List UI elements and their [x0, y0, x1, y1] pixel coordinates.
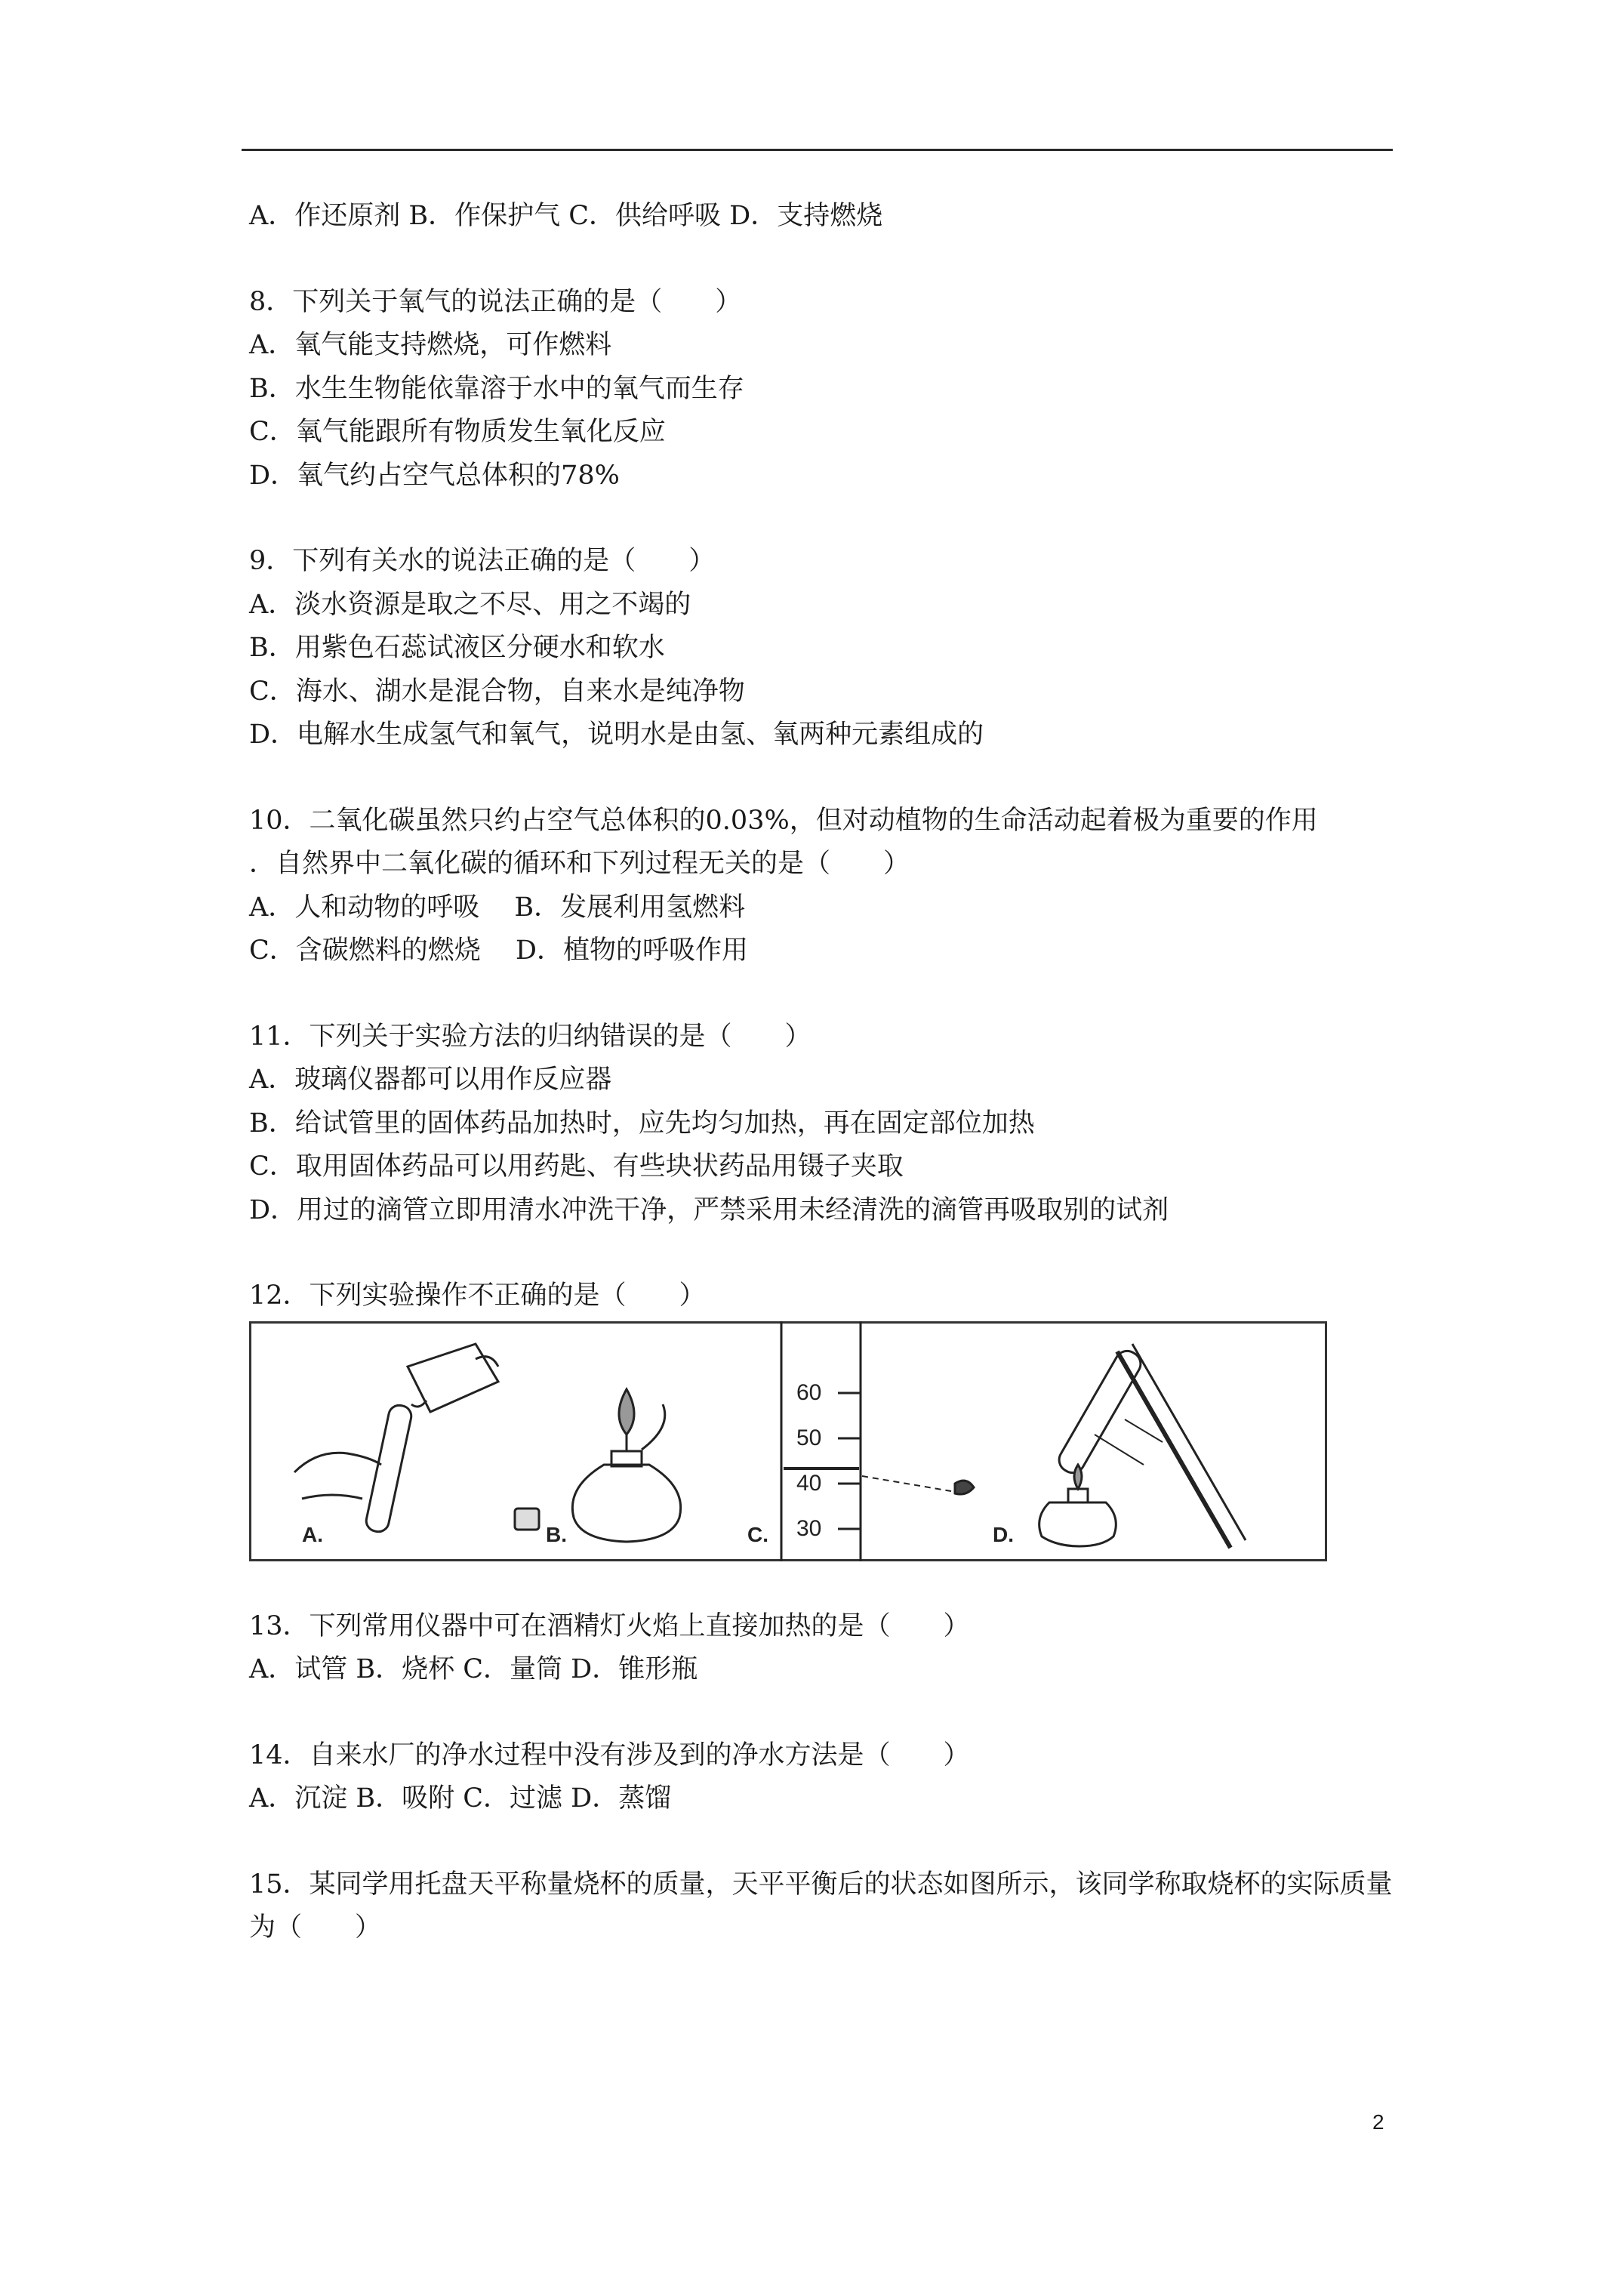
scale-tick-40: 40 — [796, 1470, 822, 1496]
q10-options-line2: C．含碳燃料的燃烧 D．植物的呼吸作用 — [249, 935, 748, 966]
q9-option-c: C．海水、湖水是混合物，自来水是纯净物 — [249, 676, 745, 707]
question-9 — [249, 540, 1397, 757]
question-8 — [249, 281, 1397, 498]
q8-stem: 8．下列关于氧气的说法正确的是（ ） — [249, 286, 742, 317]
q8-option-d: D．氧气约占空气总体积的78% — [249, 460, 620, 491]
lab-operations-figure — [249, 1321, 1327, 1561]
scale-tick-60: 60 — [796, 1379, 822, 1405]
q13-options: A．试管 B．烧杯 C．量筒 D．锥形瓶 — [249, 1654, 698, 1684]
figure-label-c: C. — [747, 1522, 768, 1546]
scale-tick-50: 50 — [796, 1425, 822, 1450]
question-15 — [249, 1863, 1397, 1950]
figure-label-b: B. — [546, 1522, 567, 1546]
question-10 — [249, 800, 1397, 973]
figure-label-d: D. — [993, 1522, 1014, 1546]
question-11 — [249, 1015, 1397, 1233]
q8-option-a: A．氧气能支持燃烧，可作燃料 — [249, 330, 612, 360]
q10-stem-line2: ．自然界中二氧化碳的循环和下列过程无关的是（ ） — [249, 849, 910, 879]
header-rule — [242, 149, 1393, 151]
question-14 — [249, 1734, 1397, 1821]
q7-options: A．作还原剂 B．作保护气 C．供给呼吸 D．支持燃烧 — [249, 201, 883, 231]
q9-option-b: B．用紫色石蕊试液区分硬水和软水 — [249, 633, 665, 663]
q13-stem: 13．下列常用仪器中可在酒精灯火焰上直接加热的是（ ） — [249, 1610, 970, 1641]
q11-option-d: D．用过的滴管立即用清水冲洗干净，严禁采用未经清洗的滴管再吸取别的试剂 — [249, 1194, 1169, 1225]
question-12 — [249, 1274, 1397, 1561]
q15-stem: 15．某同学用托盘天平称量烧杯的质量，天平平衡后的状态如图所示，该同学称取烧杯的实际质量为（ ） — [249, 1869, 1393, 1943]
q14-stem: 14．自来水厂的净水过程中没有涉及到的净水方法是（ ） — [249, 1740, 970, 1771]
q9-option-d: D．电解水生成氢气和氧气，说明水是由氢、氧两种元素组成的 — [249, 720, 984, 750]
q12-stem: 12．下列实验操作不正确的是（ ） — [249, 1281, 706, 1311]
q9-option-a: A．淡水资源是取之不尽、用之不竭的 — [249, 589, 691, 620]
alcohol-lamp-cap-icon — [515, 1509, 539, 1530]
q11-option-b: B．给试管里的固体药品加热时，应先均匀加热，再在固定部位加热 — [249, 1108, 1035, 1139]
q11-option-c: C．取用固体药品可以用药匙、有些块状药品用镊子夹取 — [249, 1151, 904, 1182]
figure-label-a: A. — [302, 1522, 323, 1546]
q11-option-a: A．玻璃仪器都可以用作反应器 — [249, 1065, 612, 1095]
q8-option-c: C．氧气能跟所有物质发生氧化反应 — [249, 417, 666, 447]
q11-stem: 11．下列关于实验方法的归纳错误的是（ ） — [249, 1021, 812, 1052]
q10-stem-line1: 10．二氧化碳虽然只约占空气总体积的0.03%，但对动植物的生命活动起着极为重要的作用 — [249, 805, 1318, 836]
q10-options-line1: A．人和动物的呼吸 B．发展利用氢燃料 — [249, 892, 746, 923]
question-13 — [249, 1605, 1397, 1692]
page-content — [249, 195, 1397, 1950]
q14-options: A．沉淀 B．吸附 C．过滤 D．蒸馏 — [249, 1783, 672, 1814]
page-number: 2 — [1372, 2110, 1384, 2134]
q9-stem: 9．下列有关水的说法正确的是（ ） — [249, 546, 716, 576]
scale-tick-30: 30 — [796, 1515, 822, 1541]
q8-option-b: B．水生生物能依靠溶于水中的氧气而生存 — [249, 373, 744, 404]
